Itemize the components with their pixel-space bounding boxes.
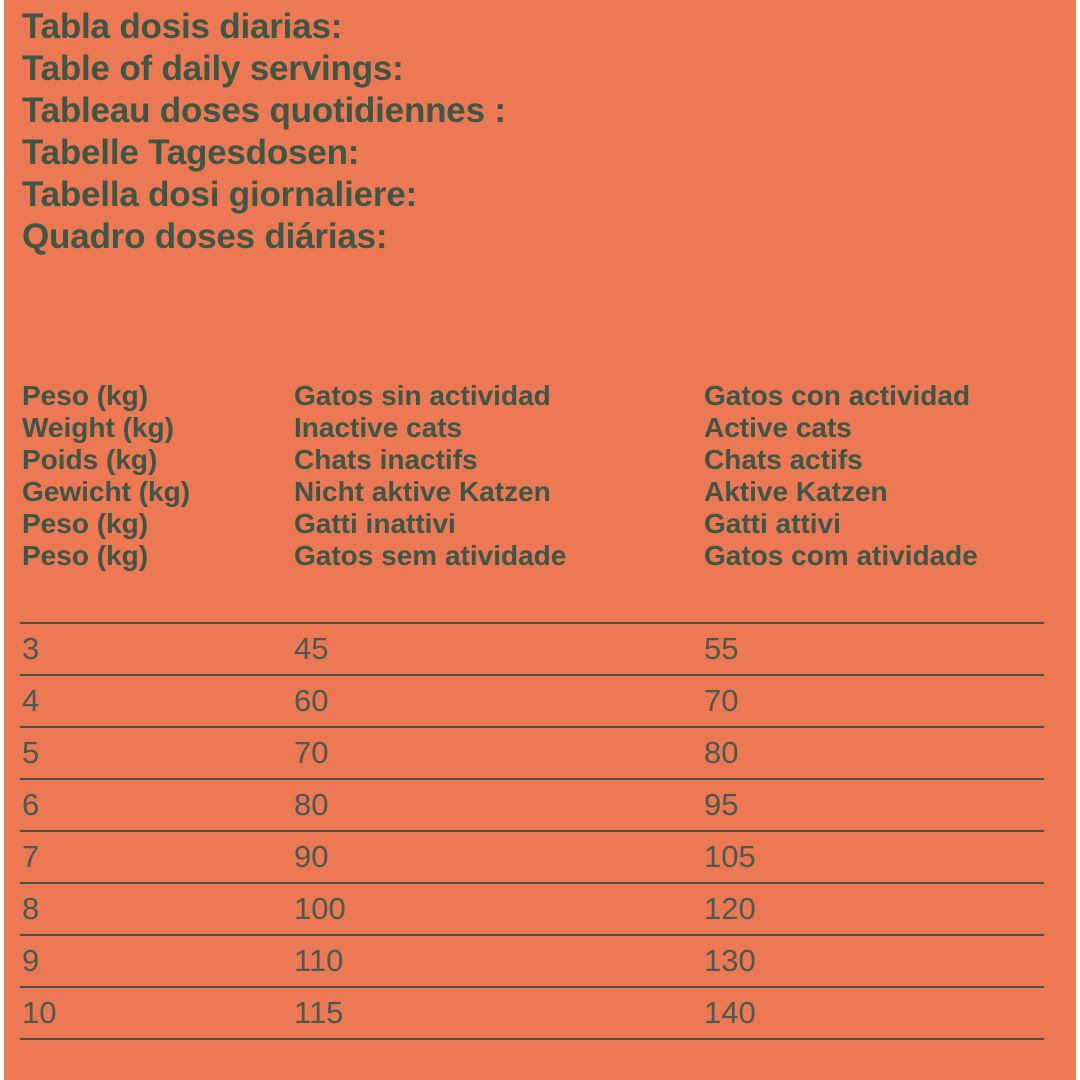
servings-table — [20, 622, 1044, 1040]
header-active-en: Active cats — [704, 412, 852, 443]
header-inactive-de: Nicht aktive Katzen — [294, 476, 551, 507]
title-fr: Tableau doses quotidiennes : — [22, 91, 506, 130]
table-row — [20, 884, 1044, 936]
header-active-it: Gatti attivi — [704, 508, 841, 539]
title-pt: Quadro doses diárias: — [22, 217, 388, 256]
weight-cell: 5 — [22, 735, 40, 770]
header-inactive-en: Inactive cats — [294, 412, 463, 443]
inactive-serving-cell: 100 — [294, 891, 346, 926]
header-weight-pt: Peso (kg) — [22, 540, 149, 571]
header-active-es: Gatos con actividad — [704, 380, 971, 411]
table-row — [20, 988, 1044, 1040]
active-serving-cell: 130 — [704, 943, 756, 978]
title-list — [22, 6, 506, 258]
table-row — [20, 832, 1044, 884]
table-row — [20, 624, 1044, 676]
title-es: Tabla dosis diarias: — [22, 7, 343, 46]
table-row — [20, 936, 1044, 988]
active-serving-cell: 80 — [704, 735, 739, 770]
header-inactive-pt: Gatos sem atividade — [294, 540, 567, 571]
active-serving-cell: 140 — [704, 995, 756, 1030]
inactive-serving-cell: 115 — [294, 995, 344, 1030]
header-inactive-column — [294, 380, 566, 572]
header-weight-de: Gewicht (kg) — [22, 476, 191, 507]
weight-cell: 7 — [22, 839, 40, 874]
title-de: Tabelle Tagesdosen: — [22, 133, 360, 172]
title-en: Table of daily servings: — [22, 49, 404, 88]
header-weight-column — [22, 380, 190, 572]
header-inactive-es: Gatos sin actividad — [294, 380, 551, 411]
active-serving-cell: 95 — [704, 787, 739, 822]
header-weight-it: Peso (kg) — [22, 508, 149, 539]
weight-cell: 6 — [22, 787, 40, 822]
header-weight-en: Weight (kg) — [22, 412, 174, 443]
weight-cell: 8 — [22, 891, 40, 926]
weight-cell: 4 — [22, 683, 40, 718]
table-row — [20, 728, 1044, 780]
weight-cell: 9 — [22, 943, 40, 978]
inactive-serving-cell: 70 — [294, 735, 329, 770]
active-serving-cell: 55 — [704, 631, 739, 666]
header-inactive-fr: Chats inactifs — [294, 444, 478, 475]
header-active-pt: Gatos com atividade — [704, 540, 978, 571]
header-active-column — [704, 380, 978, 572]
header-weight-es: Peso (kg) — [22, 380, 149, 411]
weight-cell: 10 — [22, 995, 57, 1030]
header-weight-fr: Poids (kg) — [22, 444, 158, 475]
weight-cell: 3 — [22, 631, 40, 666]
table-row — [20, 780, 1044, 832]
header-active-de: Aktive Katzen — [704, 476, 888, 507]
header-inactive-it: Gatti inattivi — [294, 508, 456, 539]
inactive-serving-cell: 110 — [294, 943, 344, 978]
active-serving-cell: 120 — [704, 891, 756, 926]
inactive-serving-cell: 90 — [294, 839, 329, 874]
title-it: Tabella dosi giornaliere: — [22, 175, 418, 214]
active-serving-cell: 70 — [704, 683, 739, 718]
daily-servings-panel — [4, 0, 1076, 1080]
table-row — [20, 676, 1044, 728]
inactive-serving-cell: 45 — [294, 631, 329, 666]
header-active-fr: Chats actifs — [704, 444, 863, 475]
active-serving-cell: 105 — [704, 839, 756, 874]
inactive-serving-cell: 80 — [294, 787, 329, 822]
inactive-serving-cell: 60 — [294, 683, 329, 718]
